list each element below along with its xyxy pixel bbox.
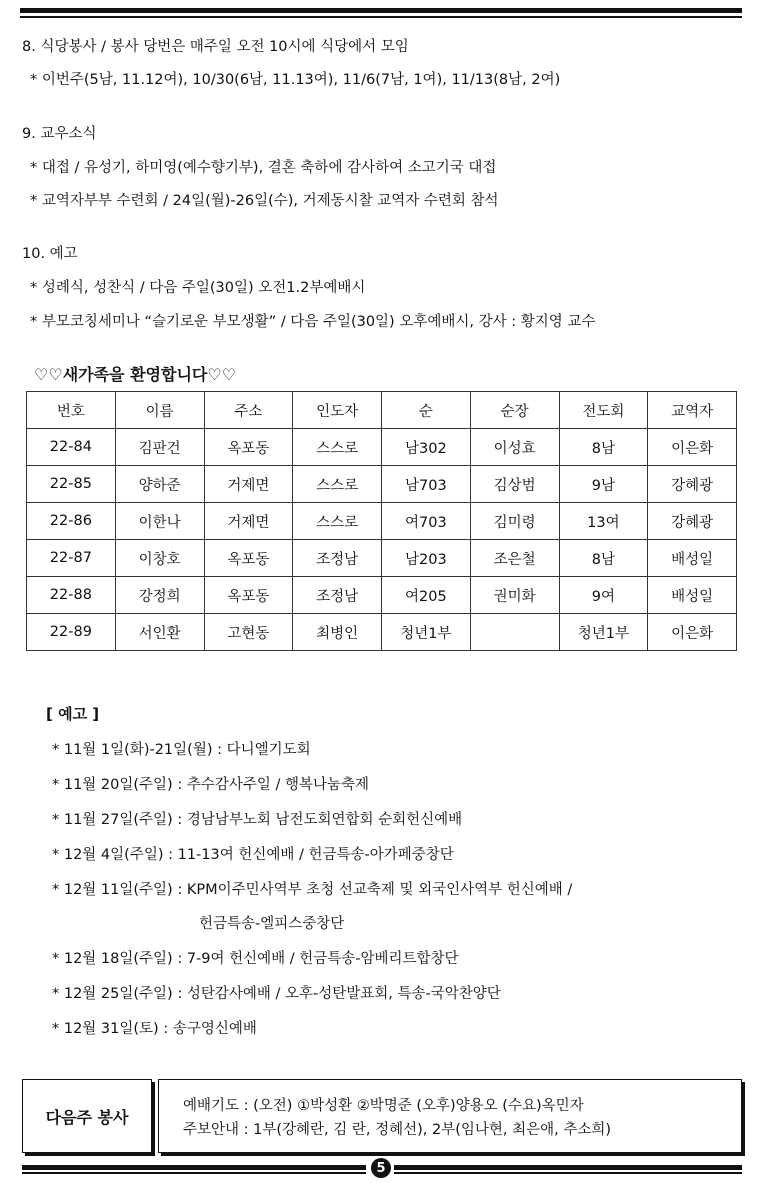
section-line: * 부모코칭세미나 “슬기로운 부모생활” / 다음 주일(30일) 오후예배시, 강사 : 황지영 교수 (30, 314, 596, 330)
table-cell: 여703 (382, 503, 471, 540)
service-prayer-line: 예배기도 : (오전) ①박성환 ②박명준 (오후)양용오 (수요)옥민자 (183, 1098, 584, 1114)
table-cell: 최병인 (293, 614, 382, 651)
table-cell: 8남 (559, 429, 648, 466)
bottom-rule-left-thin (22, 1172, 366, 1174)
bottom-rule-left (22, 1165, 366, 1170)
table-cell: 강혜광 (648, 503, 737, 540)
table-cell: 청년1부 (559, 614, 648, 651)
table-cell: 이한나 (115, 503, 204, 540)
header-address: 주소 (204, 392, 293, 429)
table-cell: 권미화 (470, 577, 559, 614)
header-group-leader: 순장 (470, 392, 559, 429)
table-cell: 여205 (382, 577, 471, 614)
table-cell: 남203 (382, 540, 471, 577)
notice-title: [ 예고 ] (46, 705, 100, 723)
next-week-service-label-text: 다음주 봉사 (45, 1107, 129, 1127)
header-number: 번호 (27, 392, 116, 429)
table-cell: 9여 (559, 577, 648, 614)
table-cell: 김판건 (115, 429, 204, 466)
section-line: * 성례식, 성찬식 / 다음 주일(30일) 오전1.2부예배시 (30, 280, 366, 296)
table-cell: 옥포동 (204, 429, 293, 466)
notice-item: * 12월 31일(토) : 송구영신예배 (52, 1021, 257, 1037)
table-cell: 서인환 (115, 614, 204, 651)
next-week-service-label (22, 1079, 152, 1153)
notice-item: * 11월 20일(주일) : 추수감사주일 / 행복나눔축제 (52, 777, 370, 793)
header-mission-society: 전도회 (559, 392, 648, 429)
table-row (27, 577, 737, 614)
table-cell: 13여 (559, 503, 648, 540)
table-cell: 조정남 (293, 577, 382, 614)
section-line: * 대접 / 유성기, 하미영(예수향기부), 결혼 축하에 감사하여 소고기국 대접 (30, 160, 497, 176)
notice-item: * 12월 25일(주일) : 성탄감사예배 / 오후-성탄발표회, 특송-국악찬양단 (52, 986, 501, 1002)
table-header-row (27, 392, 737, 429)
notice-item: * 12월 18일(주일) : 7-9여 헌신예배 / 헌금특송-암베리트합창단 (52, 951, 459, 967)
table-cell: 22-86 (27, 503, 116, 540)
table-cell: 배성일 (648, 540, 737, 577)
table-cell: 양하준 (115, 466, 204, 503)
section-title-8: 8. 식당봉사 / 봉사 당번은 매주일 오전 10시에 식당에서 모임 (22, 39, 409, 55)
notice-item: * 11월 1일(화)-21일(월) : 다니엘기도회 (52, 742, 311, 758)
table-cell: 조정남 (293, 540, 382, 577)
section-line: * 이번주(5남, 11.12여), 10/30(6남, 11.13여), 11/6(7남, 1여), 11/13(8남, 2여) (30, 72, 561, 88)
header-name: 이름 (115, 392, 204, 429)
table-cell: 배성일 (648, 577, 737, 614)
table-cell: 9남 (559, 466, 648, 503)
table-cell: 22-85 (27, 466, 116, 503)
table-row (27, 503, 737, 540)
table-cell: 거제면 (204, 466, 293, 503)
section-line: * 교역자부부 수련회 / 24일(월)-26일(수), 거제동시찰 교역자 수련회 참석 (30, 193, 499, 209)
table-cell: 22-87 (27, 540, 116, 577)
table-cell: 김상범 (470, 466, 559, 503)
new-members-table (26, 391, 737, 651)
table-row (27, 429, 737, 466)
table-cell: 김미령 (470, 503, 559, 540)
table-cell: 이은화 (648, 429, 737, 466)
header-guide: 인도자 (293, 392, 382, 429)
page-number: 5 (371, 1158, 391, 1178)
table-cell: 조은철 (470, 540, 559, 577)
welcome-title: ♡♡새가족을 환영합니다♡♡ (34, 365, 237, 384)
table-row (27, 540, 737, 577)
next-week-service-info (158, 1079, 742, 1153)
header-group: 순 (382, 392, 471, 429)
section-title-10: 10. 예고 (22, 246, 78, 262)
table-row (27, 466, 737, 503)
table-cell: 22-89 (27, 614, 116, 651)
table-cell: 22-88 (27, 577, 116, 614)
table-row (27, 614, 737, 651)
table-cell: 스스로 (293, 503, 382, 540)
table-cell: 스스로 (293, 429, 382, 466)
top-rule-thin (20, 16, 742, 18)
top-rule (20, 8, 742, 13)
notice-item: * 11월 27일(주일) : 경남남부노회 남전도회연합회 순회헌신예배 (52, 812, 463, 828)
table-cell (470, 614, 559, 651)
notice-item: * 12월 4일(주일) : 11-13여 헌신예배 / 헌금특송-아가페중창단 (52, 847, 454, 863)
table-cell: 옥포동 (204, 577, 293, 614)
bottom-rule-right-thin (394, 1172, 742, 1174)
bottom-rule-right (394, 1165, 742, 1170)
section-title-9: 9. 교우소식 (22, 126, 97, 142)
table-cell: 청년1부 (382, 614, 471, 651)
table-cell: 남703 (382, 466, 471, 503)
header-pastor: 교역자 (648, 392, 737, 429)
table-cell: 강혜광 (648, 466, 737, 503)
table-cell: 거제면 (204, 503, 293, 540)
table-cell: 고현동 (204, 614, 293, 651)
table-cell: 이성효 (470, 429, 559, 466)
notice-item: * 12월 11일(주일) : KPM이주민사역부 초청 선교축제 및 외국인사역부 헌신예배 / (52, 882, 573, 898)
table-cell: 옥포동 (204, 540, 293, 577)
table-cell: 남302 (382, 429, 471, 466)
table-cell: 이창호 (115, 540, 204, 577)
notice-item-continuation: 헌금특송-엘피스중창단 (199, 916, 345, 932)
table-cell: 스스로 (293, 466, 382, 503)
service-guide-line: 주보안내 : 1부(강혜란, 김 란, 정혜선), 2부(임나현, 최은애, 추소희) (183, 1122, 612, 1138)
table-cell: 강정희 (115, 577, 204, 614)
table-cell: 8남 (559, 540, 648, 577)
table-cell: 이은화 (648, 614, 737, 651)
table-cell: 22-84 (27, 429, 116, 466)
